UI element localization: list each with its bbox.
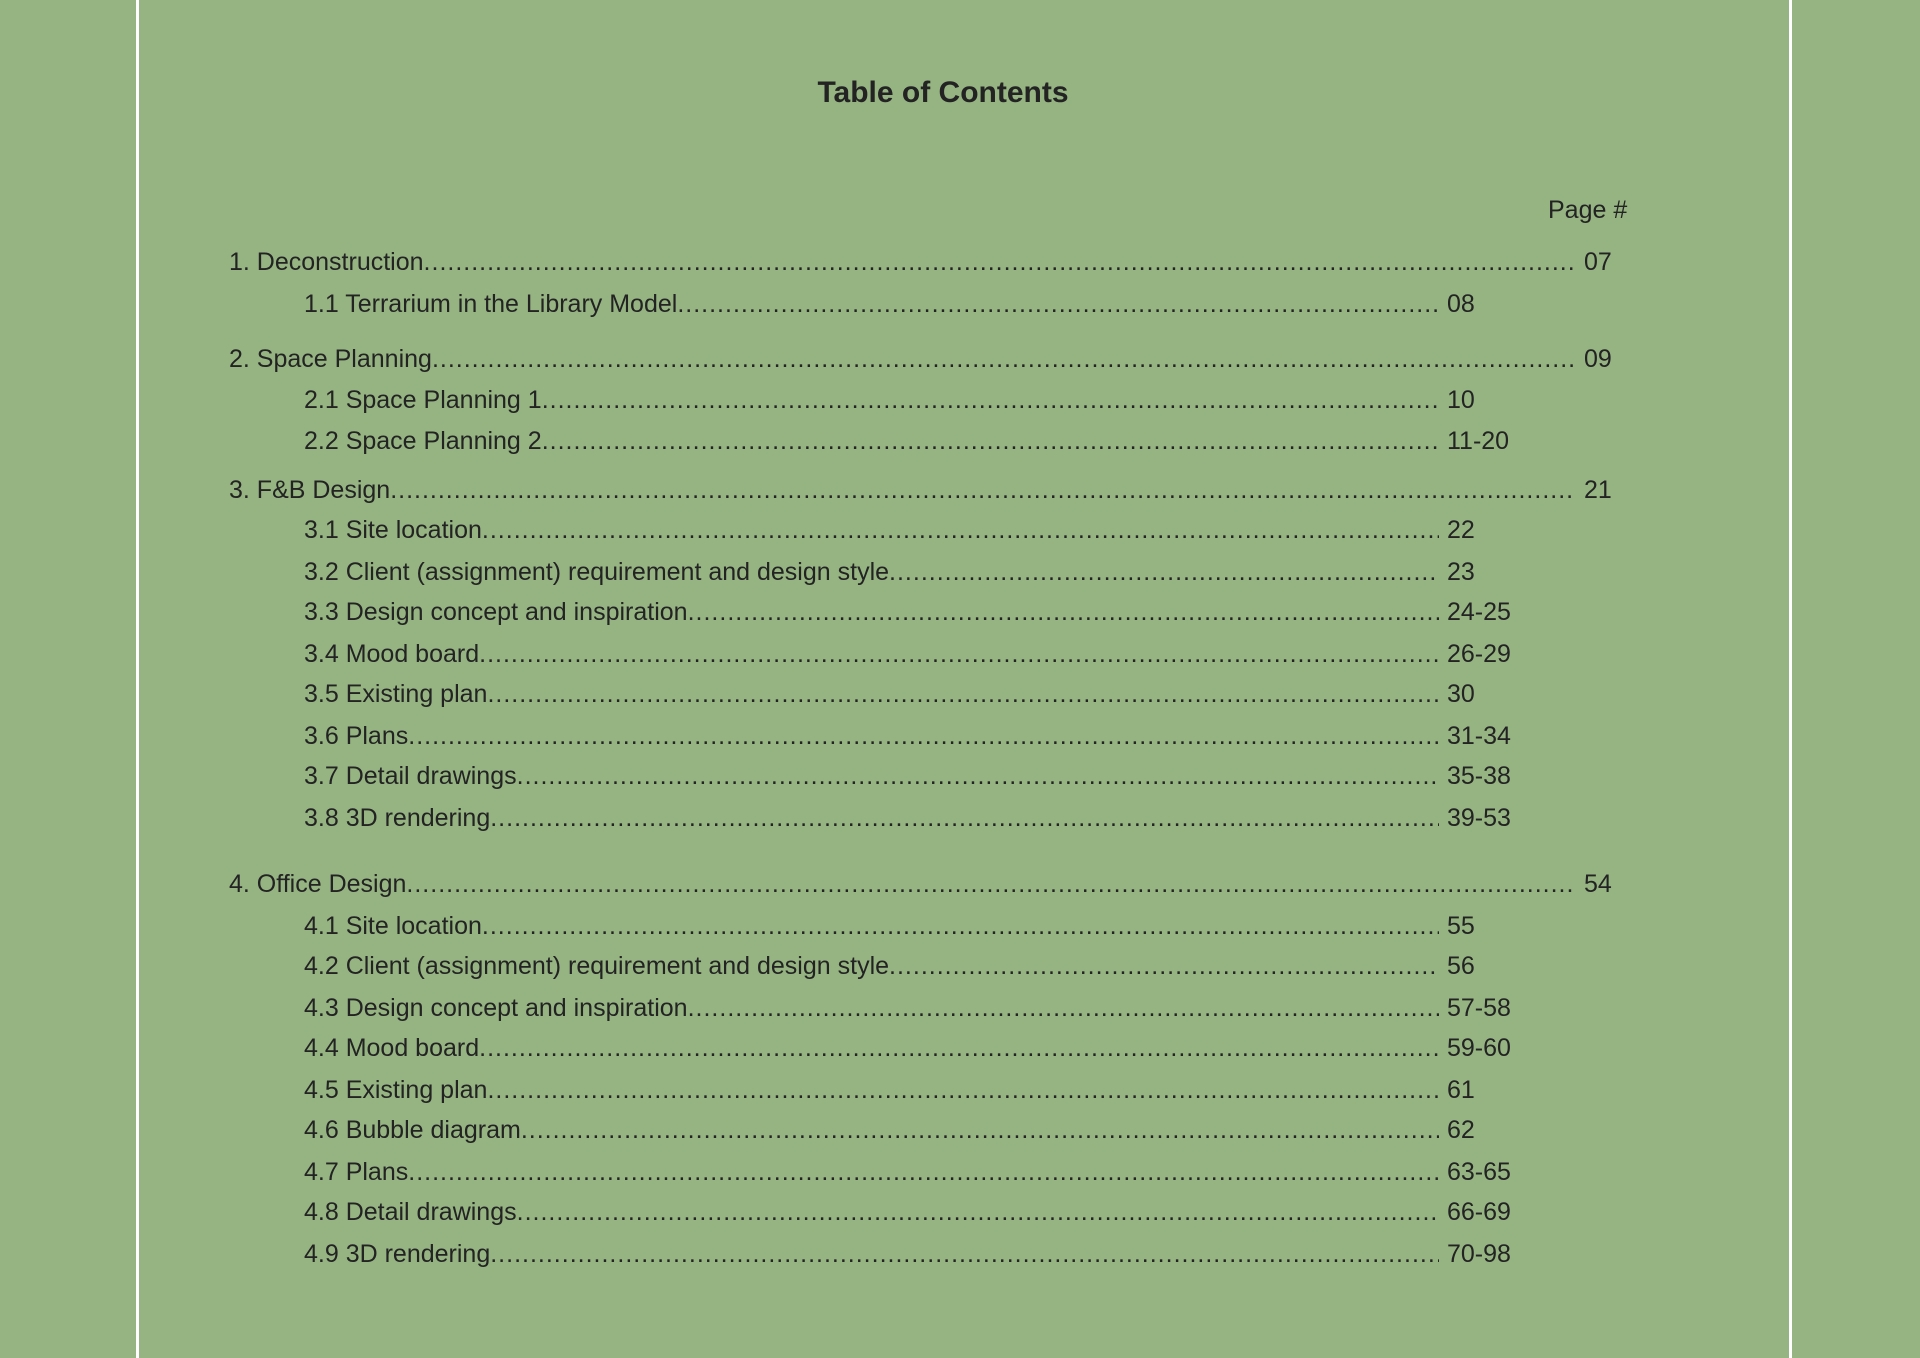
toc-entry-label: 4.8 Detail drawings: [304, 1198, 517, 1226]
toc-subsection-entry[interactable]: [304, 1197, 1522, 1227]
toc-entry-label: 4.5 Existing plan: [304, 1076, 488, 1104]
toc-entry-label: 4.1 Site location: [304, 912, 482, 940]
toc-entry-page: 23: [1447, 558, 1475, 586]
dot-leader: [408, 1157, 1439, 1187]
dot-leader: [677, 289, 1439, 319]
toc-entry-page: 57-58: [1447, 994, 1511, 1022]
page-number-header: Page #: [1548, 196, 1628, 224]
dot-leader: [542, 426, 1439, 456]
toc-entry-label: 1. Deconstruction: [229, 248, 424, 276]
toc-entry-label: 4.9 3D rendering: [304, 1240, 491, 1268]
page-title: Table of Contents: [817, 76, 1069, 109]
dot-leader: [490, 1239, 1439, 1269]
toc-section-entry[interactable]: [229, 344, 1634, 374]
dot-leader: [432, 344, 1576, 374]
toc-section-entry[interactable]: [229, 247, 1634, 277]
toc-entry-label: 4.4 Mood board: [304, 1034, 480, 1062]
toc-subsection-entry[interactable]: [304, 803, 1522, 833]
dot-leader: [487, 1075, 1439, 1105]
toc-entry-page: 55: [1447, 912, 1475, 940]
toc-entry-page: 31-34: [1447, 722, 1511, 750]
toc-entry-page: 56: [1447, 952, 1475, 980]
dot-leader: [479, 1033, 1439, 1063]
toc-entry-page: 63-65: [1447, 1158, 1511, 1186]
toc-entry-page: 35-38: [1447, 762, 1511, 790]
toc-entry-label: 4.2 Client (assignment) requirement and design style: [304, 952, 890, 980]
dot-leader: [490, 803, 1439, 833]
dot-leader: [482, 515, 1439, 545]
dot-leader: [390, 475, 1576, 505]
toc-entry-label: 3.4 Mood board: [304, 640, 480, 668]
dot-leader: [406, 869, 1576, 899]
dot-leader: [688, 597, 1439, 627]
toc-subsection-entry[interactable]: [304, 385, 1522, 415]
toc-entry-page: 59-60: [1447, 1034, 1511, 1062]
dot-leader: [889, 951, 1439, 981]
toc-subsection-entry[interactable]: [304, 597, 1522, 627]
dot-leader: [487, 679, 1439, 709]
dot-leader: [408, 721, 1439, 751]
toc-entry-label: 3. F&B Design: [229, 476, 391, 504]
toc-entry-page: 10: [1447, 386, 1475, 414]
toc-entry-label: 3.7 Detail drawings: [304, 762, 517, 790]
toc-entry-page: 24-25: [1447, 598, 1511, 626]
page-edge-right: [1789, 0, 1792, 1358]
dot-leader: [521, 1115, 1439, 1145]
toc-entry-label: 3.5 Existing plan: [304, 680, 488, 708]
dot-leader: [482, 911, 1439, 941]
toc-entry-page: 08: [1447, 290, 1475, 318]
toc-section-entry[interactable]: [229, 475, 1634, 505]
toc-entry-page: 30: [1447, 680, 1475, 708]
toc-subsection-entry[interactable]: [304, 1033, 1522, 1063]
toc-entry-page: 07: [1584, 248, 1612, 276]
toc-entry-page: 61: [1447, 1076, 1475, 1104]
toc-entry-page: 39-53: [1447, 804, 1511, 832]
dot-leader: [889, 557, 1439, 587]
dot-leader: [517, 761, 1439, 791]
toc-entry-page: 21: [1584, 476, 1612, 504]
dot-leader: [688, 993, 1439, 1023]
toc-subsection-entry[interactable]: [304, 911, 1522, 941]
toc-entry-label: 3.2 Client (assignment) requirement and design style: [304, 558, 890, 586]
toc-entry-label: 3.6 Plans: [304, 722, 409, 750]
toc-entry-page: 11-20: [1447, 427, 1510, 455]
toc-entry-page: 66-69: [1447, 1198, 1511, 1226]
toc-subsection-entry[interactable]: [304, 515, 1522, 545]
toc-subsection-entry[interactable]: [304, 289, 1522, 319]
toc-section-entry[interactable]: [229, 869, 1634, 899]
toc-subsection-entry[interactable]: [304, 679, 1522, 709]
toc-entry-label: 3.3 Design concept and inspiration: [304, 598, 688, 626]
toc-entry-page: 26-29: [1447, 640, 1511, 668]
toc-entry-label: 3.8 3D rendering: [304, 804, 491, 832]
toc-entry-page: 62: [1447, 1116, 1475, 1144]
toc-entry-label: 1.1 Terrarium in the Library Model: [304, 290, 678, 318]
toc-entry-page: 54: [1584, 870, 1612, 898]
toc-entry-label: 2. Space Planning: [229, 345, 432, 373]
page-edge-left: [136, 0, 139, 1358]
toc-subsection-entry[interactable]: [304, 1239, 1522, 1269]
toc-subsection-entry[interactable]: [304, 951, 1522, 981]
toc-entry-page: 09: [1584, 345, 1612, 373]
toc-entry-label: 2.2 Space Planning 2: [304, 427, 542, 455]
toc-entry-page: 70-98: [1447, 1240, 1511, 1268]
toc-entry-page: 22: [1447, 516, 1475, 544]
toc-entry-label: 3.1 Site location: [304, 516, 482, 544]
toc-subsection-entry[interactable]: [304, 993, 1522, 1023]
dot-leader: [542, 385, 1439, 415]
toc-subsection-entry[interactable]: [304, 557, 1522, 587]
dot-leader: [517, 1197, 1439, 1227]
dot-leader: [479, 639, 1439, 669]
toc-entry-label: 4. Office Design: [229, 870, 407, 898]
toc-entry-label: 4.7 Plans: [304, 1158, 409, 1186]
toc-subsection-entry[interactable]: [304, 761, 1522, 791]
toc-subsection-entry[interactable]: [304, 1075, 1522, 1105]
toc-entry-label: 4.6 Bubble diagram: [304, 1116, 521, 1144]
toc-subsection-entry[interactable]: [304, 426, 1522, 456]
dot-leader: [424, 247, 1576, 277]
toc-entry-label: 4.3 Design concept and inspiration: [304, 994, 688, 1022]
toc-subsection-entry[interactable]: [304, 1115, 1522, 1145]
toc-subsection-entry[interactable]: [304, 639, 1522, 669]
toc-subsection-entry[interactable]: [304, 1157, 1522, 1187]
toc-entry-label: 2.1 Space Planning 1: [304, 386, 542, 414]
toc-subsection-entry[interactable]: [304, 721, 1522, 751]
